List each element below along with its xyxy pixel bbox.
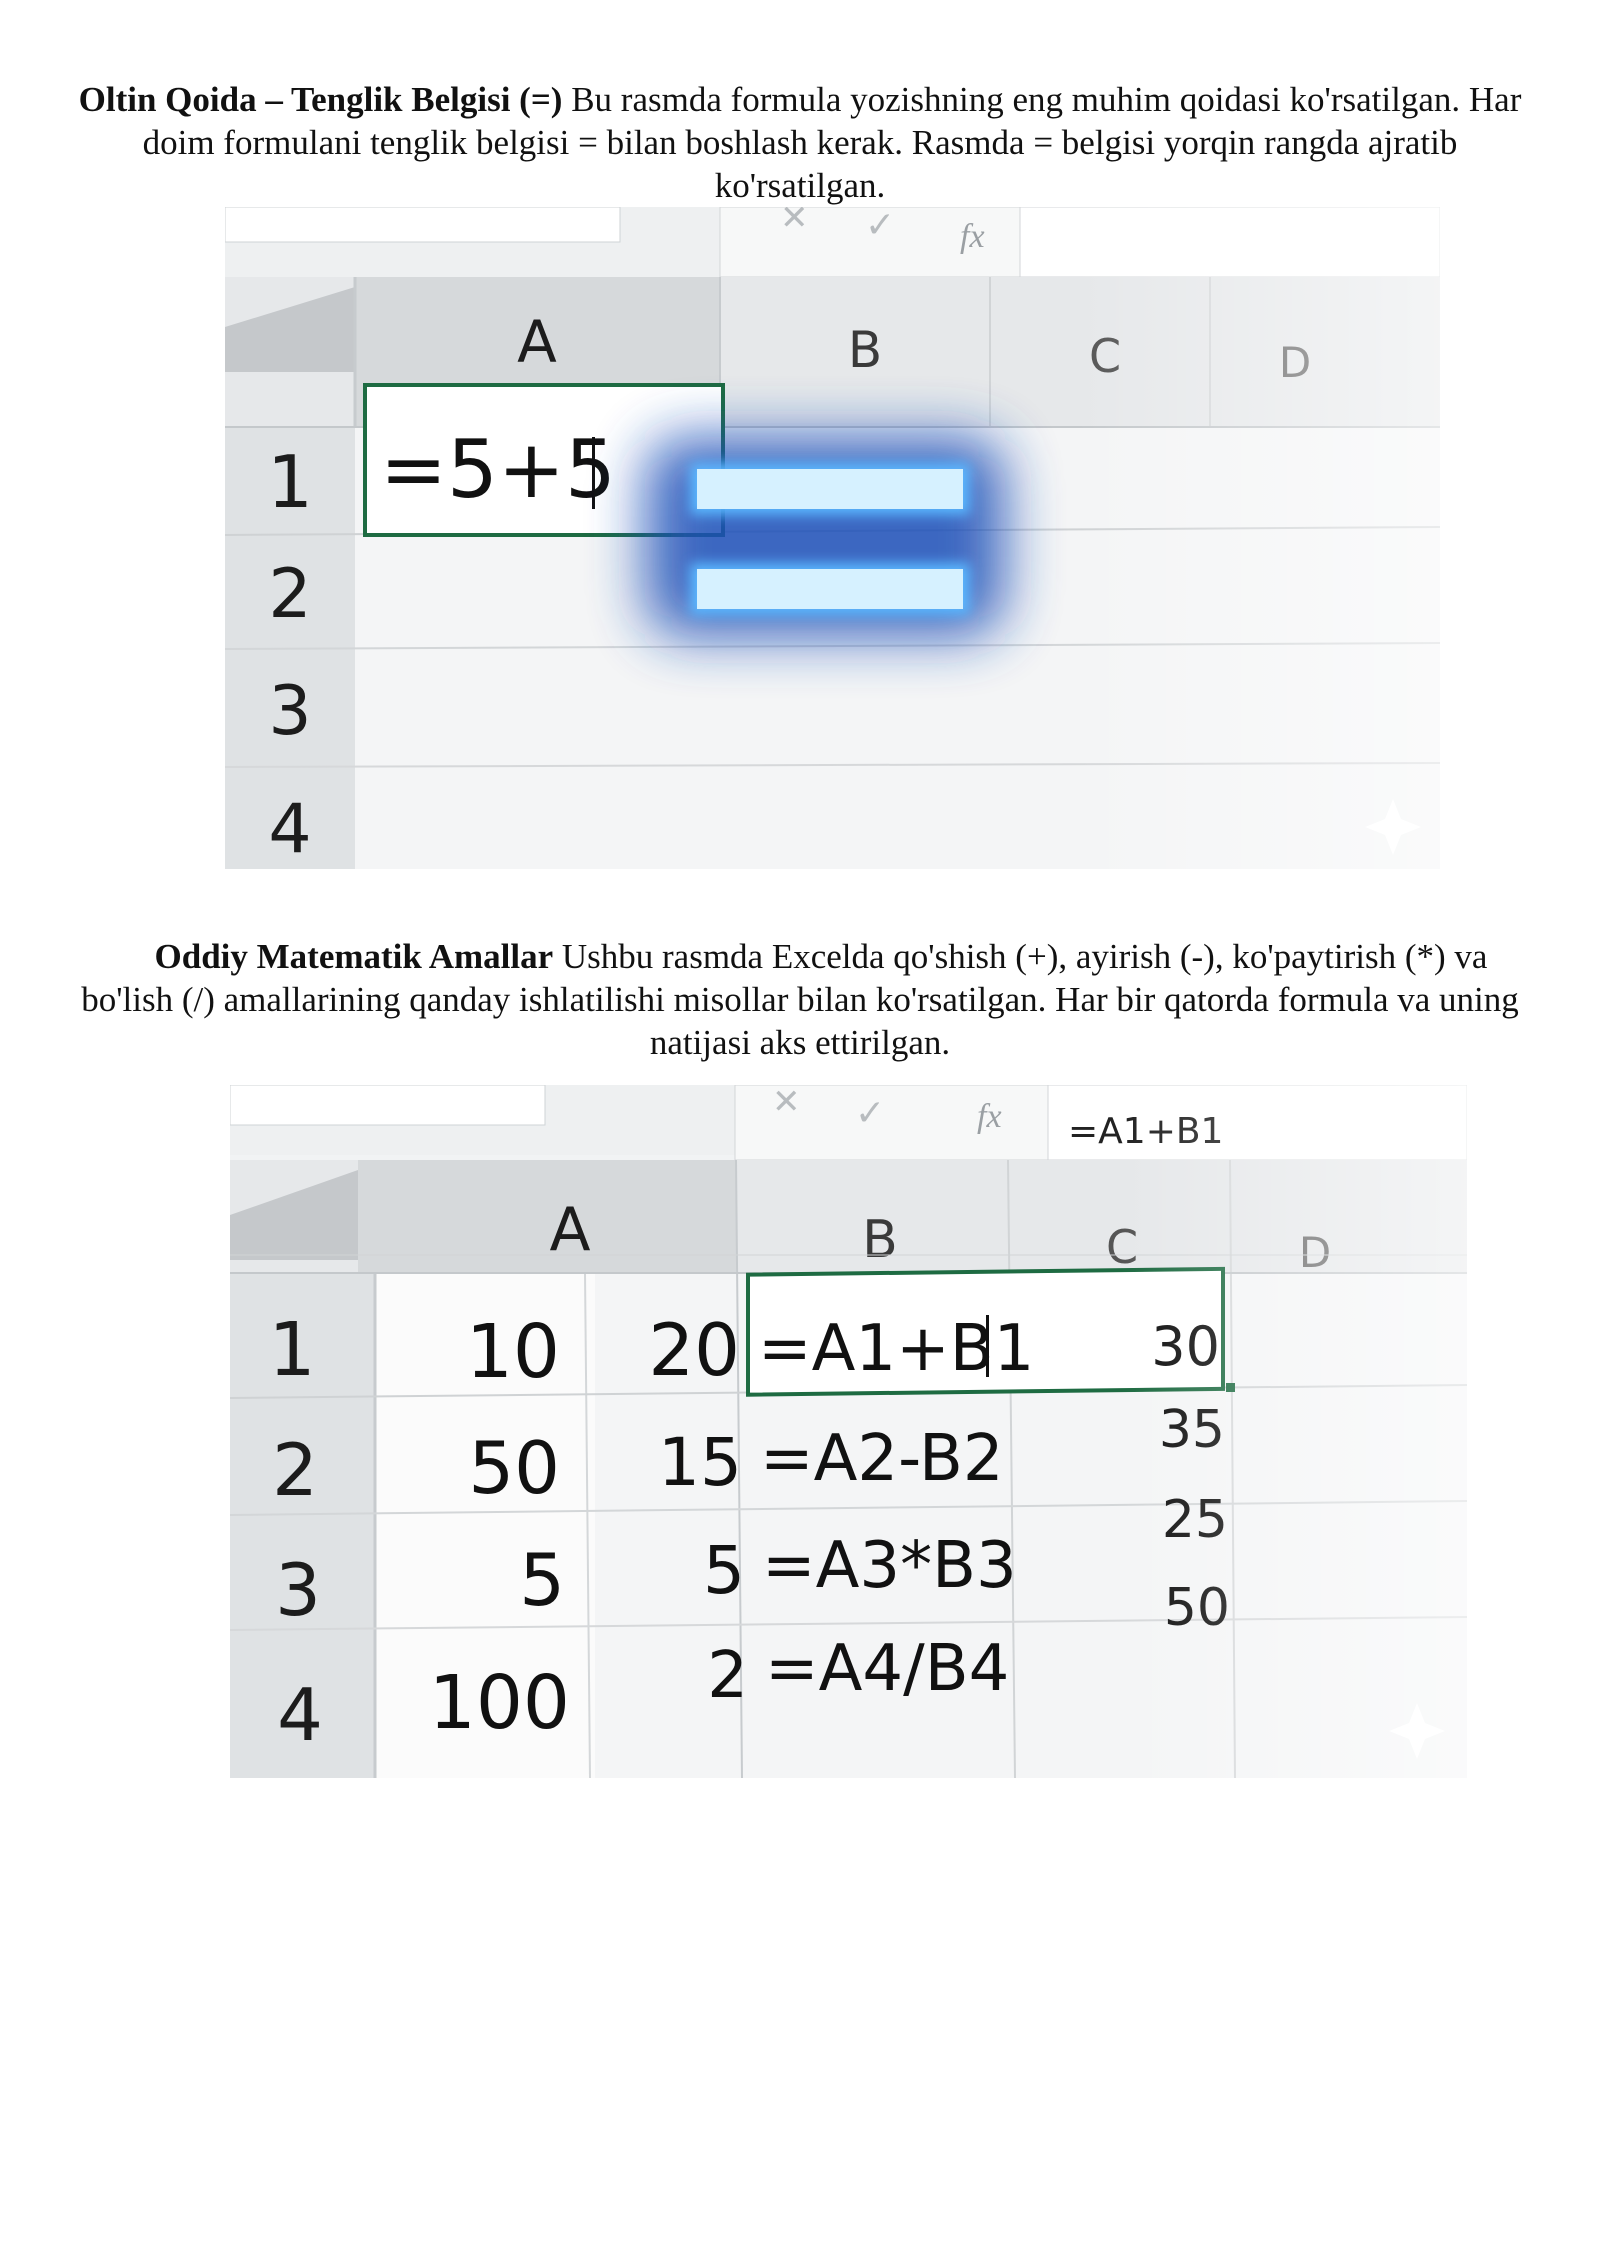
section-2-paragraph — [70, 935, 1530, 1064]
excel-screenshot-math-operations — [230, 1085, 1467, 1778]
section-2-title: Oddiy Matematik Amallar — [154, 937, 554, 976]
section-1-paragraph — [70, 78, 1530, 207]
section-1-body: Bu rasmda formula yozishning eng muhim qoidasi ko'rsatilgan. Har doim formulani tenglik belgisi = bilan boshlash kerak. Rasmda = belgisi yorqin rangda ajratib ko'rsatilgan. — [142, 80, 1522, 205]
section-2-body: Ushbu rasmda Excelda qo'shish (+), ayirish (-), ko'paytirish (*) va bo'lish (/) amallarining qanday ishlatilishi misollar bilan ko'rsatilgan. Har bir qatorda formula va uning natijasi aks ettirilgan. — [81, 937, 1519, 1062]
excel-screenshot-equals-rule — [225, 207, 1440, 869]
section-1-title: Oltin Qoida – Tenglik Belgisi (=) — [78, 80, 563, 119]
